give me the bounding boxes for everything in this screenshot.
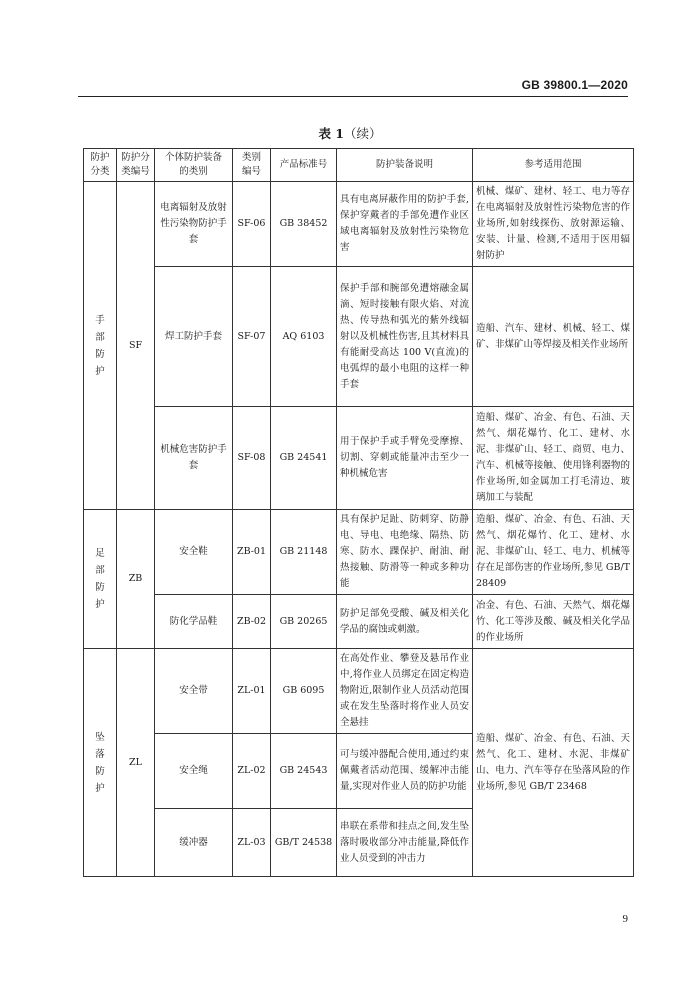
standard-no: GB 24541	[271, 407, 337, 510]
description: 具有保护足趾、防刺穿、防静电、导电、电绝缘、隔热、防寒、防水、踝保护、耐油、耐热接触、防滑等一种或多种功能	[337, 510, 473, 595]
table-caption-cont: （续）	[344, 126, 382, 141]
category-code: ZL	[117, 649, 155, 877]
category-label: 手部防护	[95, 314, 105, 377]
scope: 机械、煤矿、建材、轻工、电力等存在电离辐射及放射性污染物危害的作业场所,如射线探伤、放射源运输、安装、计量、检测,不适用于医用辐射防护	[473, 182, 634, 267]
category-code: ZB	[117, 510, 155, 649]
category-cell	[84, 649, 117, 877]
category-cell	[84, 182, 117, 510]
category-label: 坠落防护	[95, 731, 105, 794]
ppe-name: 电离辐射及放射性污染物防护手套	[155, 182, 233, 267]
col-header-type-code: 类别 编号	[233, 149, 271, 182]
ppe-name: 焊工防护手套	[155, 267, 233, 407]
type-code: SF-06	[233, 182, 271, 267]
page-number: 9	[622, 913, 628, 925]
col-header-scope: 参考适用范围	[473, 149, 634, 182]
table-row	[84, 182, 634, 267]
table-row	[84, 267, 634, 407]
type-code: SF-07	[233, 267, 271, 407]
scope: 造船、煤矿、冶金、有色、石油、天然气、化工、建材、水泥、非煤矿山、电力、汽车等存在坠落风险的作业场所,参见 GB/T 23468	[473, 649, 634, 877]
description: 用于保护手或手臂免受摩擦、切割、穿刺或能量冲击至少一种机械危害	[337, 407, 473, 510]
standard-no: GB 21148	[271, 510, 337, 595]
ppe-table	[83, 148, 634, 877]
standard-no: GB/T 24538	[271, 809, 337, 877]
description: 串联在系带和挂点之间,发生坠落时吸收部分冲击能量,降低作业人员受到的冲击力	[337, 809, 473, 877]
description: 防护足部免受酸、碱及相关化学品的腐蚀或刺激。	[337, 595, 473, 649]
col-header-ppe-type: 个体防护装备 的类别	[155, 149, 233, 182]
table-caption-label: 表 1	[318, 126, 345, 141]
type-code: ZL-03	[233, 809, 271, 877]
category-label: 足部防护	[95, 548, 105, 610]
category-code: SF	[117, 182, 155, 510]
type-code: SF-08	[233, 407, 271, 510]
col-header-category-code: 防护分 类编号	[117, 149, 155, 182]
table-row	[84, 407, 634, 510]
type-code: ZB-02	[233, 595, 271, 649]
type-code: ZB-01	[233, 510, 271, 595]
standard-no: GB 38452	[271, 182, 337, 267]
header-rule	[78, 96, 628, 97]
scope: 造船、汽车、建材、机械、轻工、煤矿、非煤矿山等焊接及相关作业场所	[473, 267, 634, 407]
scope: 造船、煤矿、冶金、有色、石油、天然气、烟花爆竹、化工、建材、水泥、非煤矿山、轻工、电力、机械等存在足部伤害的作业场所,参见 GB/T 28409	[473, 510, 634, 595]
description: 在高处作业、攀登及悬吊作业中,将作业人员绑定在固定构造物附近,限制作业人员活动范围或在发生坠落时将作业人员安全悬挂	[337, 649, 473, 734]
category-cell	[84, 510, 117, 649]
standard-number: GB 39800.1—2020	[521, 78, 628, 92]
table-row	[84, 649, 634, 734]
description: 可与缓冲器配合使用,通过约束佩戴者活动范围、缓解冲击能量,实现对作业人员的防护功能	[337, 734, 473, 809]
ppe-name: 安全绳	[155, 734, 233, 809]
ppe-name: 缓冲器	[155, 809, 233, 877]
table-row	[84, 595, 634, 649]
col-header-standard: 产品标准号	[271, 149, 337, 182]
type-code: ZL-02	[233, 734, 271, 809]
type-code: ZL-01	[233, 649, 271, 734]
description: 具有电离屏蔽作用的防护手套,保护穿戴者的手部免遭作业区域电离辐射及放射性污染物危害	[337, 182, 473, 267]
scope: 造船、煤矿、冶金、有色、石油、天然气、烟花爆竹、化工、建材、水泥、非煤矿山、轻工、商贸、电力、汽车、机械等接触、使用锋利器物的作业场所,如金属加工打毛清边、玻璃加工与装配	[473, 407, 634, 510]
header-row	[84, 149, 634, 182]
standard-no: GB 20265	[271, 595, 337, 649]
ppe-name: 防化学品鞋	[155, 595, 233, 649]
standard-no: GB 24543	[271, 734, 337, 809]
table-caption	[0, 124, 700, 142]
scope: 冶金、有色、石油、天然气、烟花爆竹、化工等涉及酸、碱及相关化学品的作业场所	[473, 595, 634, 649]
table-row	[84, 510, 634, 595]
ppe-name: 安全带	[155, 649, 233, 734]
description: 保护手部和腕部免遭熔融金属滴、短时接触有限火焰、对流热、传导热和弧光的紫外线辐射以及机械性伤害,且其材料具有能耐受高达 100 V(直流)的电弧焊的最小电阻的这样一种手套	[337, 267, 473, 407]
standard-no: GB 6095	[271, 649, 337, 734]
col-header-category: 防护 分类	[84, 149, 117, 182]
ppe-name: 机械危害防护手套	[155, 407, 233, 510]
standard-no: AQ 6103	[271, 267, 337, 407]
col-header-description: 防护装备说明	[337, 149, 473, 182]
ppe-name: 安全鞋	[155, 510, 233, 595]
